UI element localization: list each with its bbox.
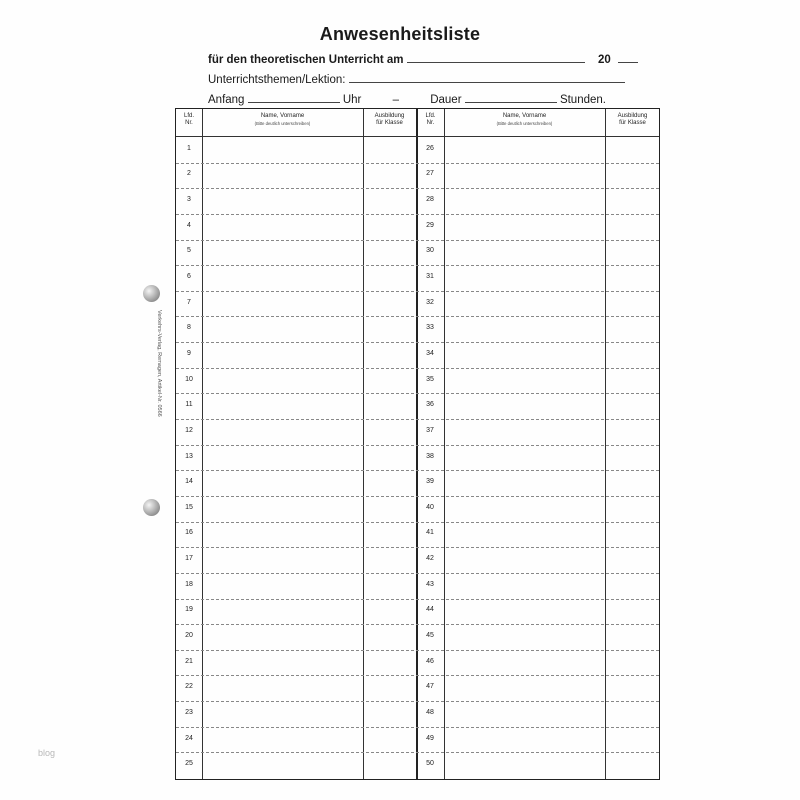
row-number-right: 43: [426, 580, 434, 588]
row-number-right: 44: [426, 606, 434, 614]
row-number-right: 28: [426, 196, 434, 204]
row-number-right: 37: [426, 426, 434, 434]
row-number-right: 45: [426, 631, 434, 639]
year-prefix: 20: [597, 54, 611, 66]
row-number-right: 46: [426, 657, 434, 665]
row-number-left: 6: [187, 273, 191, 281]
row-number-left: 10: [185, 375, 193, 383]
row-number-right: 27: [426, 170, 434, 178]
row-number-right: 31: [426, 273, 434, 281]
publisher-note: Verkehrs-Verlag, Remagen, Artikel-Nr. 0566: [156, 310, 162, 417]
duration-field[interactable]: [465, 92, 557, 103]
row-number-right: 26: [426, 144, 434, 152]
row-number-right: 32: [426, 298, 434, 306]
start-field[interactable]: [248, 92, 340, 103]
row-separator: [176, 419, 659, 420]
row-separator: [176, 342, 659, 343]
row-number-right: 36: [426, 401, 434, 409]
row-number-left: 14: [185, 478, 193, 486]
row-separator: [176, 675, 659, 676]
row-number-right: 48: [426, 708, 434, 716]
row-separator: [176, 727, 659, 728]
row-number-left: 11: [185, 401, 193, 409]
row-number-right: 50: [426, 760, 434, 768]
row-separator: [176, 393, 659, 394]
header-class-left: Ausbildung für Klasse: [374, 113, 405, 126]
row-separator: [176, 470, 659, 471]
row-number-left: 9: [187, 349, 191, 357]
row-separator: [176, 599, 659, 600]
row-separator: [176, 316, 659, 317]
row-number-left: 16: [185, 529, 193, 537]
row-number-right: 40: [426, 503, 434, 511]
hours-label: Stunden.: [559, 94, 606, 106]
row-number-right: 33: [426, 324, 434, 332]
row-number-left: 25: [185, 760, 193, 768]
row-separator: [176, 624, 659, 625]
row-separator: [176, 650, 659, 651]
row-separator: [176, 445, 659, 446]
header-name-left: Name, Vorname (Bitte deutlich unterschreiben): [254, 113, 311, 126]
row-number-left: 15: [185, 503, 193, 511]
time-unit-label: Uhr: [342, 94, 362, 106]
row-number-left: 21: [185, 657, 193, 665]
row-separator: [176, 752, 659, 753]
dash: –: [392, 94, 399, 106]
watermark: blog: [38, 748, 56, 758]
header-nr-right: Lfd. Nr.: [425, 113, 436, 126]
row-number-right: 39: [426, 478, 434, 486]
row-number-left: 8: [187, 324, 191, 332]
topic-field[interactable]: [349, 72, 625, 83]
row-number-right: 41: [426, 529, 434, 537]
row-number-left: 20: [185, 631, 193, 639]
row-number-left: 23: [185, 708, 193, 716]
row-number-left: 17: [185, 555, 193, 563]
row-number-left: 5: [187, 247, 191, 255]
date-field[interactable]: [407, 52, 585, 63]
table-header: [176, 109, 659, 137]
row-separator: [176, 522, 659, 523]
row-number-left: 3: [187, 196, 191, 204]
row-separator: [176, 547, 659, 548]
date-label: für den theoretischen Unterricht am: [208, 54, 404, 66]
row-separator: [176, 368, 659, 369]
start-label: Anfang: [208, 94, 245, 106]
duration-label: Dauer: [430, 94, 462, 106]
row-separator: [176, 163, 659, 164]
row-number-right: 29: [426, 221, 434, 229]
row-number-left: 22: [185, 683, 193, 691]
row-separator: [176, 214, 659, 215]
row-separator: [176, 496, 659, 497]
row-number-left: 1: [187, 144, 191, 152]
row-number-right: 38: [426, 452, 434, 460]
row-number-right: 49: [426, 734, 434, 742]
row-number-left: 19: [185, 606, 193, 614]
year-field[interactable]: [618, 52, 638, 63]
date-line: [208, 52, 638, 66]
header-nr-left: Lfd. Nr.: [183, 113, 194, 126]
topic-line: [208, 72, 625, 86]
row-number-left: 18: [185, 580, 193, 588]
row-number-left: 7: [187, 298, 191, 306]
row-number-left: 2: [187, 170, 191, 178]
row-number-right: 42: [426, 555, 434, 563]
punch-hole-top: [143, 285, 160, 302]
punch-hole-bottom: [143, 499, 160, 516]
row-number-right: 30: [426, 247, 434, 255]
header-class-right: Ausbildung für Klasse: [617, 113, 648, 126]
attendance-table: [175, 108, 660, 780]
row-separator: [176, 701, 659, 702]
row-number-left: 24: [185, 734, 193, 742]
row-separator: [176, 240, 659, 241]
topic-label: Unterrichtsthemen/Lektion:: [208, 74, 346, 86]
page-title: Anwesenheitsliste: [319, 24, 481, 44]
row-separator: [176, 573, 659, 574]
row-separator: [176, 291, 659, 292]
row-number-left: 12: [185, 426, 193, 434]
row-number-right: 34: [426, 349, 434, 357]
row-separator: [176, 265, 659, 266]
row-number-left: 13: [185, 452, 193, 460]
header-name-right: Name, Vorname (Bitte deutlich unterschreiben): [496, 113, 553, 126]
row-number-right: 35: [426, 375, 434, 383]
time-line: [208, 92, 606, 106]
row-separator: [176, 188, 659, 189]
row-number-right: 47: [426, 683, 434, 691]
row-number-left: 4: [187, 221, 191, 229]
